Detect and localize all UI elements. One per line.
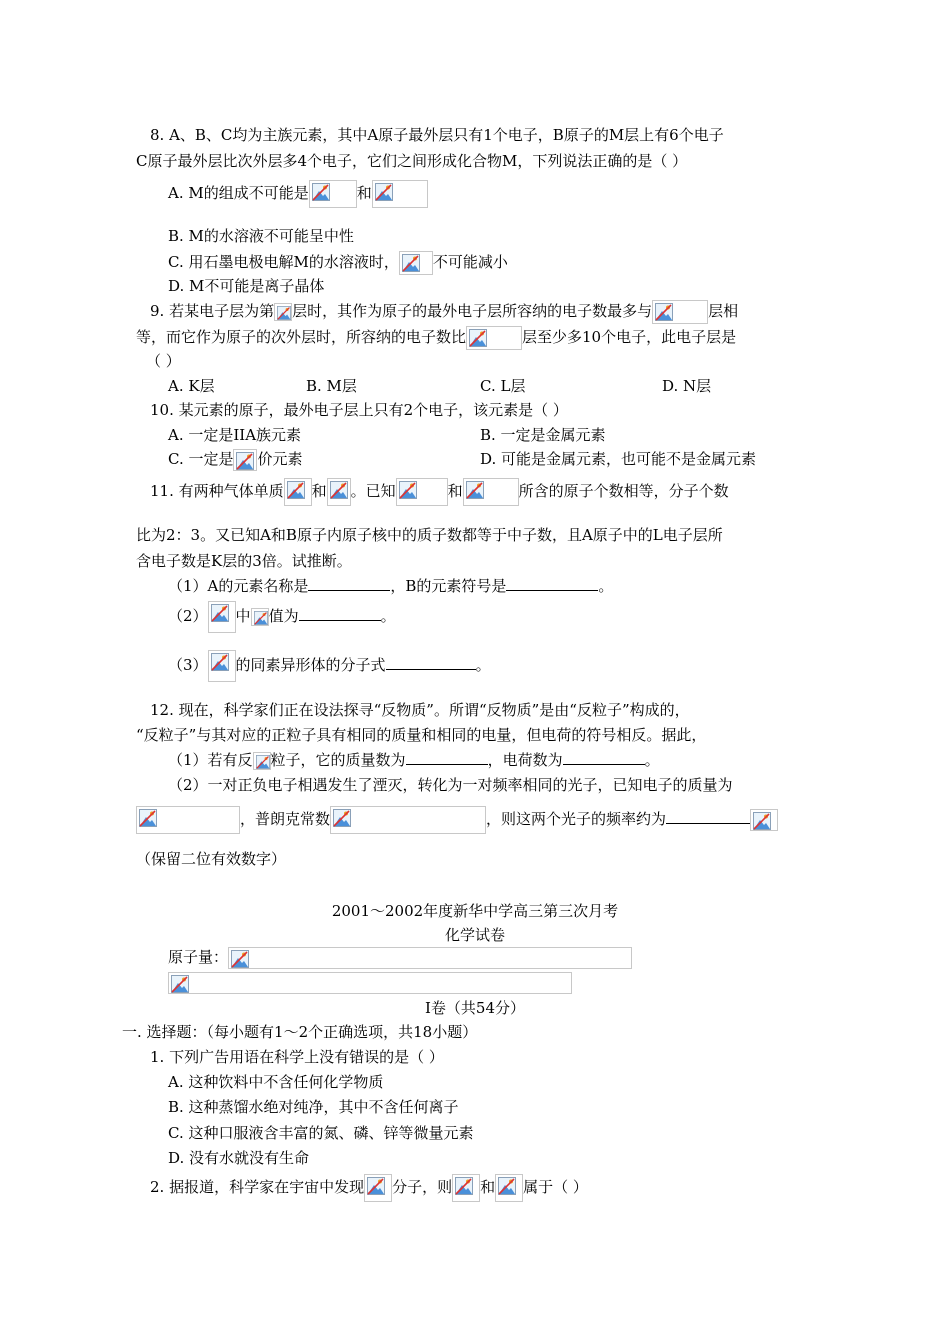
broken-image-icon <box>455 1177 473 1195</box>
formula-image <box>452 1174 480 1202</box>
answer-blank <box>666 809 750 824</box>
q1-option-c: C. 这种口服液含丰富的氮、磷、锌等微量元素 <box>168 1124 474 1142</box>
q10-option-a: A. 一定是IIA族元素 <box>168 426 302 444</box>
broken-image-icon <box>333 809 351 827</box>
broken-image-icon <box>375 183 393 201</box>
broken-image-icon <box>211 653 229 671</box>
q10-option-b: B. 一定是金属元素 <box>480 426 606 444</box>
formula-image <box>364 1174 392 1202</box>
broken-image-icon <box>236 452 254 470</box>
broken-image-icon <box>402 254 420 272</box>
broken-image-icon <box>139 809 157 827</box>
q1-option-a: A. 这种饮料中不含任何化学物质 <box>168 1073 384 1091</box>
broken-image-icon <box>399 481 417 499</box>
q1-stem: 1. 下列广告用语在科学上没有错误的是（ ） <box>150 1048 444 1066</box>
formula-image <box>396 478 448 506</box>
broken-image-icon <box>256 755 270 769</box>
answer-blank <box>299 606 381 621</box>
q11-part3: （3） 的同素异形体的分子式 。 <box>168 650 491 682</box>
answer-blank <box>386 655 476 670</box>
formula-image <box>399 251 433 275</box>
broken-image-icon <box>466 481 484 499</box>
exam-title: 2001～2002年度新华中学高三第三次月考 <box>331 902 619 920</box>
formula-image <box>466 326 522 350</box>
broken-image-icon <box>254 611 268 625</box>
formula-image <box>495 1174 523 1202</box>
formula-image <box>136 806 240 834</box>
q1-option-b: B. 这种蒸馏水绝对纯净，其中不含任何离子 <box>168 1098 459 1116</box>
q2-stem: 2. 据报道，科学家在宇宙中发现 分子，则 和 属于（ ） <box>150 1174 588 1202</box>
part1-heading: I卷（共54分） <box>424 999 525 1017</box>
formula-image <box>652 300 708 324</box>
atomic-mass-row-2 <box>168 972 572 994</box>
formula-image <box>309 180 357 208</box>
q12-part1: （1）若有反 粒子，它的质量数为 ，电荷数为 。 <box>168 751 660 769</box>
formula-image <box>463 478 519 506</box>
broken-image-icon <box>171 975 189 993</box>
formula-image <box>284 478 312 506</box>
q9-line1: 9. 若某电子层为第 层时，其作为原子的最外电子层所容纳的电子数最多与 层相 <box>150 300 738 324</box>
broken-image-icon <box>211 604 229 622</box>
q12-line2: “反粒子”与其对应的正粒子具有相同的质量和相同的电量，但电荷的符号相反。据此， <box>136 726 707 744</box>
answer-blank <box>563 750 645 765</box>
q12-line1: 12. 现在，科学家们正在设法探寻“反物质”。所谓“反物质”是由“反粒子”构成的， <box>150 701 690 719</box>
broken-image-icon <box>287 481 305 499</box>
q10-option-c: C. 一定是 价元素 <box>168 449 303 471</box>
q11-part2: （2） 中 值为 。 <box>168 601 396 633</box>
q9-option-a: A. K层 <box>168 377 215 395</box>
formula-image <box>372 180 428 208</box>
formula-image <box>330 806 486 834</box>
q8-option-a: A. M的组成不可能是 和 <box>168 180 428 208</box>
atomic-mass-table-image <box>228 947 632 969</box>
broken-image-icon <box>655 303 673 321</box>
broken-image-icon <box>231 950 249 968</box>
broken-image-icon <box>367 1177 385 1195</box>
q9-option-c: C. L层 <box>480 377 526 395</box>
exam-subtitle: 化学试卷 <box>444 926 505 944</box>
q9-line2: 等，而它作为原子的次外层时，所容纳的电子数比 层至少多10个电子，此电子层是 <box>136 326 736 350</box>
q12-part2: （2）一对正负电子相遇发生了湮灭，转化为一对频率相同的光子，已知电子的质量为 <box>168 776 733 794</box>
answer-blank <box>406 750 488 765</box>
q10-stem: 10. 某元素的原子，最外电子层上只有2个电子，该元素是（ ） <box>150 401 568 419</box>
q11-line3: 含电子数是K层的3倍。试推断。 <box>136 552 352 570</box>
q11-part1: （1）A的元素名称是 ，B的元素符号是 。 <box>168 577 614 595</box>
q1-option-d: D. 没有水就没有生命 <box>168 1149 310 1167</box>
formula-image <box>251 608 269 626</box>
q12-note: （保留二位有效数字） <box>136 850 287 868</box>
q8-line2: C原子最外层比次外层多4个电子，它们之间形成化合物M，下列说法正确的是（ ） <box>136 152 688 170</box>
atomic-mass-row: 原子量： <box>168 947 632 969</box>
broken-image-icon <box>753 812 771 830</box>
broken-image-icon <box>498 1177 516 1195</box>
q9-option-b: B. M层 <box>306 377 357 395</box>
q9-line3: （ ） <box>146 352 181 370</box>
q8-option-b: B. M的水溶液不可能呈中性 <box>168 227 354 245</box>
formula-image <box>233 449 257 471</box>
broken-image-icon <box>277 306 291 320</box>
q11-line2: 比为2：3。又已知A和B原子内原子核中的质子数都等于中子数，且A原子中的L电子层所 <box>136 526 723 544</box>
section1-heading: 一. 选择题：（每小题有1～2个正确选项，共18小题） <box>122 1023 478 1041</box>
q8-option-c: C. 用石墨电极电解M的水溶液时， 不可能减小 <box>168 251 508 275</box>
formula-image <box>274 303 292 321</box>
q9-option-d: D. N层 <box>662 377 712 395</box>
broken-image-icon <box>330 481 348 499</box>
formula-image <box>750 809 778 831</box>
q8-line1: 8. A、B、C均为主族元素，其中A原子最外层只有1个电子，B原子的M层上有6个电子 <box>150 126 724 144</box>
answer-blank <box>506 576 598 591</box>
q8-option-d: D. M不可能是离子晶体 <box>168 277 325 295</box>
q12-part2-cont: ，普朗克常数 ，则这两个光子的频率约为 <box>136 806 778 834</box>
broken-image-icon <box>469 329 487 347</box>
formula-image <box>327 478 351 506</box>
formula-image <box>208 601 236 633</box>
formula-image <box>208 650 236 682</box>
q11-line1: 11. 有两种气体单质 和 。已知 和 所含的原子个数相等，分子个数 <box>150 478 729 506</box>
answer-blank <box>308 576 390 591</box>
atomic-mass-table-image <box>168 972 572 994</box>
formula-image <box>253 752 271 770</box>
q10-option-d: D. 可能是金属元素，也可能不是金属元素 <box>480 450 757 468</box>
broken-image-icon <box>312 183 330 201</box>
